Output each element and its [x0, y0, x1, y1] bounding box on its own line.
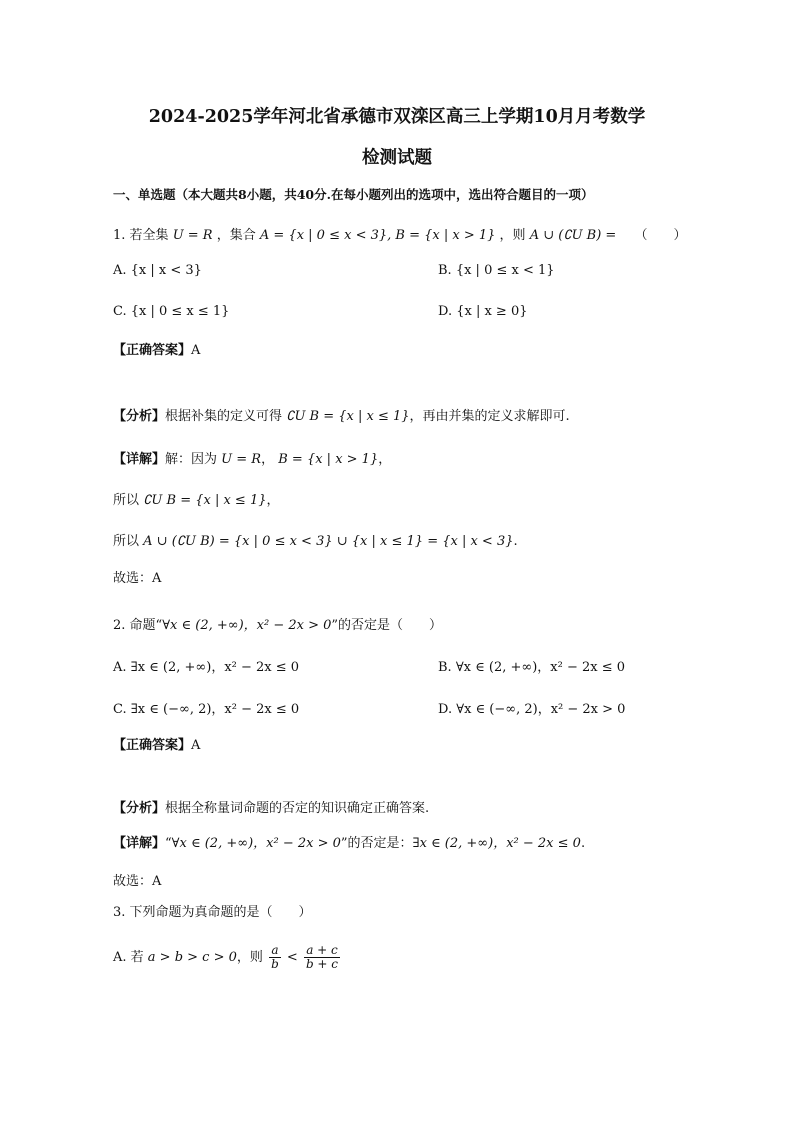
q1-detail-line3: [113, 533, 518, 551]
q1-option-b: B. {x | 0 ≤ x < 1}: [438, 263, 555, 278]
q1-stem-sets: A = {x | 0 ≤ x < 3}, B = {x | x > 1}: [259, 228, 496, 243]
q3-option-a-condition: a > b > c > 0: [147, 950, 237, 965]
page-title-line2: 检测试题: [362, 148, 432, 168]
q3-fraction-a-plus-c-over-b-plus-c: [304, 944, 340, 971]
q1-detail-math1: U = R: [221, 452, 262, 467]
question-2-stem: [113, 617, 442, 635]
q1-analysis-label: 【分析】: [113, 409, 166, 424]
q2-detail: [113, 835, 585, 853]
q1-detail: [113, 451, 391, 469]
q1-stem-expression: A ∪ (∁U B) =: [529, 228, 617, 243]
question-3-stem: 3. 下列命题为真命题的是（ ）: [113, 905, 312, 920]
q1-line2-pre: 所以: [113, 493, 140, 508]
q2-detail-math1: ∀x ∈ (2, +∞)，x² − 2x > 0: [171, 836, 341, 851]
q2-option-d: D. ∀x ∈ (−∞, 2)，x² − 2x > 0: [438, 702, 626, 717]
q3-frac1-numerator: a: [269, 944, 281, 958]
q1-analysis: [113, 408, 570, 426]
q2-analysis: [113, 800, 429, 818]
q1-line2-math: ∁U B = {x | x ≤ 1}: [143, 493, 267, 508]
q1-detail-math2: B = {x | x > 1}: [278, 452, 379, 467]
q1-stem-then: ，则: [499, 228, 526, 243]
q1-detail-sep: ，: [261, 452, 275, 467]
q1-analysis-post: ，再由并集的定义求解即可.: [409, 409, 570, 424]
q1-analysis-math: ∁U B = {x | x ≤ 1}: [286, 409, 410, 424]
q3-fraction-a-over-b: [269, 944, 281, 971]
q1-stem-universal-set: U = R: [172, 228, 213, 243]
q3-option-a: [113, 941, 342, 975]
q3-option-a-then: ，则: [236, 950, 263, 965]
q1-detail-end: ，: [378, 452, 392, 467]
q1-line3-end: .: [513, 534, 518, 549]
q1-answer-value: A: [191, 343, 201, 358]
q1-stem-prefix: 1. 若全集: [113, 228, 169, 243]
q1-answer-blank: （ ）: [634, 228, 687, 243]
q2-detail-label: 【详解】: [113, 836, 166, 851]
q3-option-a-prefix: A. 若: [113, 950, 144, 965]
q2-option-c: C. ∃x ∈ (−∞, 2)，x² − 2x ≤ 0: [113, 702, 300, 717]
q2-option-b: B. ∀x ∈ (2, +∞)，x² − 2x ≤ 0: [438, 660, 626, 675]
q1-line3-math: A ∪ (∁U B) = {x | 0 ≤ x < 3} ∪ {x | x ≤ 1} = {x | x < 3}: [143, 534, 514, 549]
q1-option-d: D. {x | x ≥ 0}: [438, 304, 528, 319]
q2-stem-post: ”的否定是（ ）: [331, 618, 443, 633]
q2-detail-math2: ∃x ∈ (2, +∞)，x² − 2x ≤ 0: [412, 836, 581, 851]
q3-frac2-denominator: b + c: [305, 957, 339, 971]
q2-detail-end: .: [580, 836, 586, 851]
q1-line2-end: ，: [266, 493, 280, 508]
q2-analysis-text: 根据全称量词命题的否定的知识确定正确答案.: [165, 801, 430, 816]
q1-line3-pre: 所以: [113, 534, 140, 549]
q2-analysis-label: 【分析】: [113, 801, 166, 816]
q1-choice: 故选：A: [113, 571, 162, 586]
q2-detail-mid: ”的否定是：: [340, 836, 413, 851]
q2-answer-label: 【正确答案】: [113, 738, 192, 753]
q3-frac1-denominator: b: [271, 957, 279, 971]
q1-analysis-pre: 根据补集的定义可得: [165, 409, 283, 424]
question-1-stem: [113, 227, 687, 245]
q2-detail-pre: “: [165, 836, 172, 851]
q3-frac2-numerator: a + c: [304, 944, 340, 958]
q2-answer-value: A: [191, 738, 201, 753]
page-title-line1: 2024-2025学年河北省承德市双滦区高三上学期10月月考数学: [148, 107, 646, 127]
q1-answer: [113, 342, 200, 360]
q2-answer: [113, 737, 200, 755]
q2-stem-prefix: 2. 命题“: [113, 618, 163, 633]
q1-detail-label: 【详解】: [113, 452, 166, 467]
q3-relation: <: [286, 950, 298, 965]
q2-choice: 故选：A: [113, 874, 162, 889]
q1-detail-pre: 解：因为: [165, 452, 218, 467]
q1-option-a: A. {x | x < 3}: [113, 263, 202, 278]
q2-stem-math: ∀x ∈ (2, +∞)，x² − 2x > 0: [162, 618, 332, 633]
section-heading: 一、单选题（本大题共8小题，共40分.在每小题列出的选项中，选出符合题目的一项）: [113, 187, 594, 202]
q1-detail-line2: [113, 492, 280, 510]
q2-option-a: A. ∃x ∈ (2, +∞)，x² − 2x ≤ 0: [113, 660, 300, 675]
q1-option-c: C. {x | 0 ≤ x ≤ 1}: [113, 304, 230, 319]
q1-stem-mid: ，集合: [216, 228, 256, 243]
q1-answer-label: 【正确答案】: [113, 343, 192, 358]
